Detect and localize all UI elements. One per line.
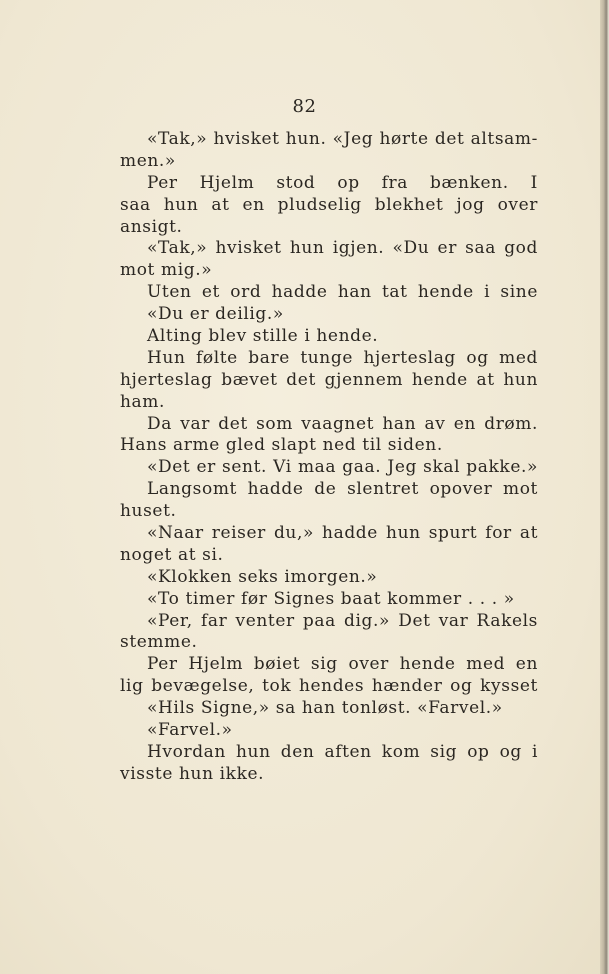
page-edge-shadow [600,0,609,974]
text-line: noget at si. [120,544,224,565]
text-line: saa hun at en pludselig blekhet jog over [120,194,538,215]
body-text [120,129,538,786]
text-line: Hans arme gled slapt ned til siden. [120,435,443,456]
text-line: «Farvel.» [147,720,233,741]
text-line: «Naar reiser du,» hadde hun spurt for at [147,523,538,544]
text-line: huset. [120,501,177,522]
text-line: ansigt. [120,216,183,237]
text-line: «To timer før Signes baat kommer . . . » [147,588,515,609]
text-line: «Per, far venter paa dig.» Det var Rakels [147,610,538,631]
text-line: men.» [120,150,176,171]
text-line: Hun følte bare tunge hjerteslag og med [147,347,538,368]
text-line: Da var det som vaagnet han av en drøm. [147,413,538,434]
page-number: 82 [292,96,317,117]
text-line: hjerteslag bævet det gjennem hende at hun [120,369,538,390]
text-line: stemme. [120,632,198,653]
text-line: «Hils Signe,» sa han tonløst. «Farvel.» [147,698,503,719]
text-line: «Tak,» hvisket hun. «Jeg hørte det altsam- [147,129,538,149]
text-line: Per Hjelm stod op fra bænken. I [147,172,538,193]
text-line: mot mig.» [120,260,213,281]
text-line: «Tak,» hvisket hun igjen. «Du er saa god [147,238,538,259]
text-line: Uten et ord hadde han tat hende i sine [147,282,538,303]
text-line: Per Hjelm bøiet sig over hende med en [147,654,538,675]
text-line: Langsomt hadde de slentret opover mot [147,479,538,500]
text-line: Alting blev stille i hende. [147,326,379,347]
text-line: visste hun ikke. [120,763,265,784]
text-line: «Det er sent. Vi maa gaa. Jeg skal pakke.» [147,457,538,478]
text-line: lig bevægelse, tok hendes hænder og kysset [120,676,538,697]
text-line: Hvordan hun den aften kom sig op og i [147,741,538,762]
text-line: ham. [120,391,166,412]
text-line: «Klokken seks imorgen.» [147,566,378,587]
text-line: «Du er deilig.» [147,304,284,325]
